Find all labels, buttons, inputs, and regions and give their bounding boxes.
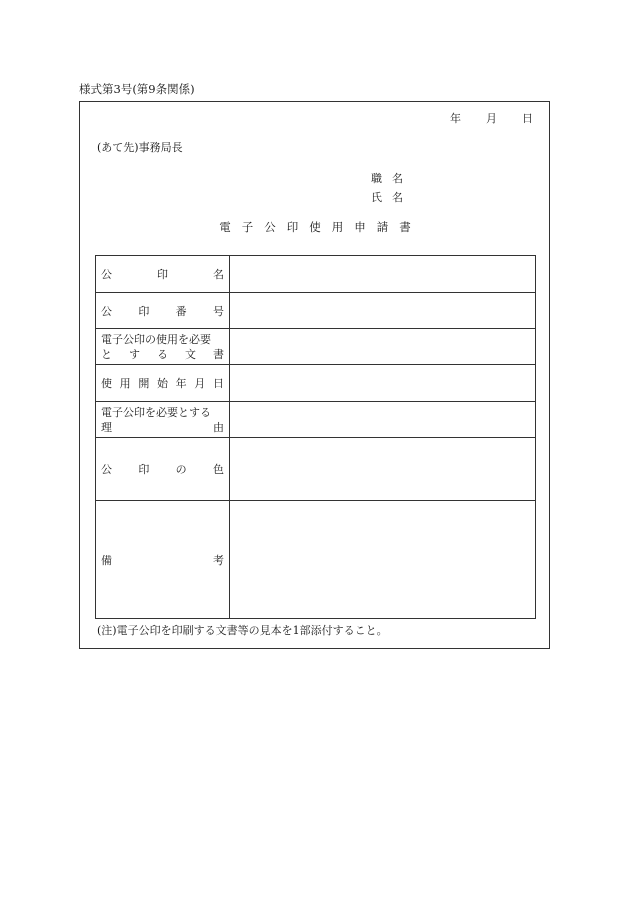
signature-title: 職名 bbox=[371, 172, 413, 185]
table-row bbox=[96, 365, 536, 402]
date-line bbox=[450, 110, 533, 126]
footnote: (注)電子公印を印刷する文書等の見本を1部添付すること。 bbox=[97, 624, 388, 637]
year-label: 年 bbox=[450, 112, 461, 125]
remarks-field[interactable] bbox=[230, 501, 536, 619]
label-line: 電子公印の使用を必要 bbox=[101, 332, 211, 346]
table-row bbox=[96, 256, 536, 293]
row-label: 電子公印を必要とする 理 由 bbox=[96, 402, 230, 438]
label-公印名: 公 印 名 bbox=[101, 268, 224, 281]
reason-field[interactable] bbox=[230, 402, 536, 438]
table-row bbox=[96, 501, 536, 619]
day-label: 日 bbox=[522, 112, 533, 125]
start-date-field[interactable] bbox=[230, 365, 536, 402]
row-label bbox=[96, 256, 230, 293]
seal-number-field[interactable] bbox=[230, 293, 536, 329]
table-row bbox=[96, 438, 536, 501]
addressee: (あて先)事務局長 bbox=[97, 141, 183, 154]
table-row bbox=[96, 329, 536, 365]
document-field[interactable] bbox=[230, 329, 536, 365]
row-label: 電子公印の使用を必要 と す る 文 書 bbox=[96, 329, 230, 365]
row-label: 備 考 bbox=[96, 501, 230, 619]
application-table bbox=[95, 255, 536, 619]
table-row bbox=[96, 293, 536, 329]
row-label: 使 用 開 始 年 月 日 bbox=[96, 365, 230, 402]
row-label: 公 印 の 色 bbox=[96, 438, 230, 501]
signature-name: 氏名 bbox=[371, 191, 413, 204]
label-line: 電子公印を必要とする bbox=[101, 405, 211, 419]
document-title: 電子公印使用申請書 bbox=[219, 220, 422, 234]
row-label: 公 印 番 号 bbox=[96, 293, 230, 329]
month-label: 月 bbox=[486, 112, 497, 125]
seal-color-field[interactable] bbox=[230, 438, 536, 501]
form-frame bbox=[79, 101, 550, 649]
table-row bbox=[96, 402, 536, 438]
seal-name-field[interactable] bbox=[230, 256, 536, 293]
form-number-label: 様式第3号(第9条関係) bbox=[79, 82, 195, 96]
